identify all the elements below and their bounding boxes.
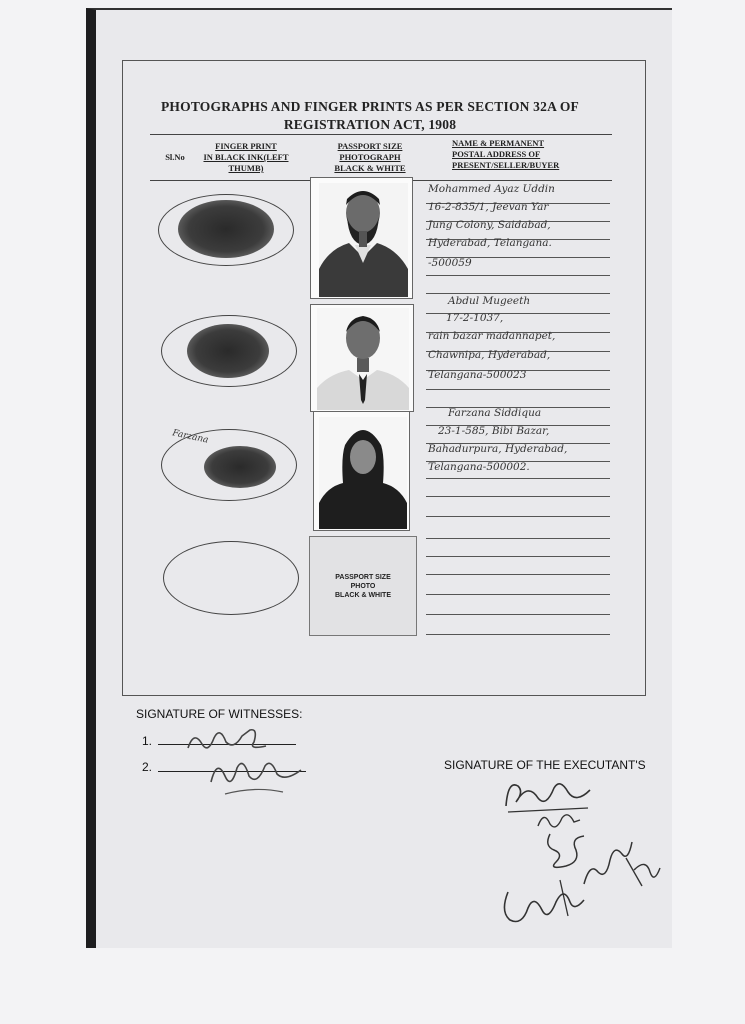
witness-2-signature <box>205 746 315 802</box>
header-finger-print-line-2: IN BLACK INK(LEFT <box>203 152 289 162</box>
row-2-address-line-3: Chawnipa, Hyderabad, <box>428 349 551 361</box>
ruled-line <box>426 614 610 615</box>
photo-person-1 <box>319 183 408 297</box>
row-3-address-line-2: Bahadurpura, Hyderabad, <box>428 443 568 455</box>
thumbprint-3 <box>204 446 276 488</box>
form-title-line-2: REGISTRATION ACT, 1908 <box>283 117 457 132</box>
row-3-address-line-3: Telangana-500002. <box>428 461 530 473</box>
ruled-line <box>426 275 610 276</box>
header-photo-line-3: BLACK & WHITE <box>334 163 406 173</box>
header-address-line-2: POSTAL ADDRESS OF <box>452 149 541 159</box>
passport-photo-placeholder <box>309 536 417 636</box>
ruled-line <box>426 594 610 595</box>
ruled-line <box>426 574 610 575</box>
row-2-address-line-2: rain bazar madannapet, <box>428 330 556 342</box>
executant-signature-6 <box>498 872 588 930</box>
header-slno: Sl.No <box>165 152 185 162</box>
row-1-address-line-1: 16-2-835/1, Jeevan Yar <box>428 201 549 213</box>
ruled-line <box>426 556 610 557</box>
header-photo <box>322 141 418 174</box>
ruled-line <box>426 538 610 539</box>
row-3-address-line-1: 23-1-585, Bibi Bazar, <box>438 425 550 437</box>
witness-2-label: 2. <box>142 760 153 774</box>
placeholder-line-3: BLACK & WHITE <box>335 592 391 599</box>
header-address-line-1: NAME & PERMANENT <box>452 138 545 148</box>
ruled-line <box>426 293 610 294</box>
header-finger-print <box>196 141 296 174</box>
title-rule <box>150 134 612 135</box>
row-2-name: Abdul Mugeeth <box>448 295 531 307</box>
row-2-address-line-1: 17-2-1037, <box>446 312 504 324</box>
header-address <box>452 138 582 171</box>
placeholder-line-1: PASSPORT SIZE <box>335 574 391 581</box>
ruled-line <box>426 496 610 497</box>
photo-person-2 <box>317 308 409 410</box>
header-finger-print-line-3: THUMB) <box>228 163 264 173</box>
row-1-name: Mohammed Ayaz Uddin <box>428 183 555 195</box>
row-3-name: Farzana Siddiqua <box>448 407 542 419</box>
executant-signature-5 <box>620 848 666 896</box>
thumbprint-2 <box>187 324 269 378</box>
thumbprint-1 <box>178 200 274 258</box>
row-1-address-line-3: Hyderabad, Telangana. <box>428 237 552 249</box>
form-title <box>150 98 590 134</box>
witnesses-heading: SIGNATURE OF WITNESSES: <box>136 707 303 721</box>
form-title-line-1: PHOTOGRAPHS AND FINGER PRINTS AS PER SECTION 32A OF <box>160 99 579 114</box>
thumb-oval-4-empty <box>163 541 299 615</box>
executant-heading: SIGNATURE OF THE EXECUTANT'S <box>444 758 646 772</box>
row-2-address-line-4: Telangana-500023 <box>428 369 527 381</box>
ruled-line <box>426 516 610 517</box>
thumb-note-3: Farzana <box>171 428 210 446</box>
witness-1-label: 1. <box>142 734 153 748</box>
ruled-line <box>426 389 610 390</box>
header-photo-line-1: PASSPORT SIZE <box>337 141 403 151</box>
header-finger-print-line-1: FINGER PRINT <box>215 141 277 151</box>
header-address-line-3: PRESENT/SELLER/BUYER <box>452 160 560 170</box>
ruled-line <box>426 478 610 479</box>
ruled-line <box>426 634 610 635</box>
row-1-address-line-4: -500059 <box>428 257 472 269</box>
photo-person-3 <box>319 417 407 529</box>
placeholder-line-2: PHOTO <box>350 583 376 590</box>
header-photo-line-2: PHOTOGRAPH <box>339 152 401 162</box>
row-1-address-line-2: Jung Colony, Saidabad, <box>428 219 551 231</box>
